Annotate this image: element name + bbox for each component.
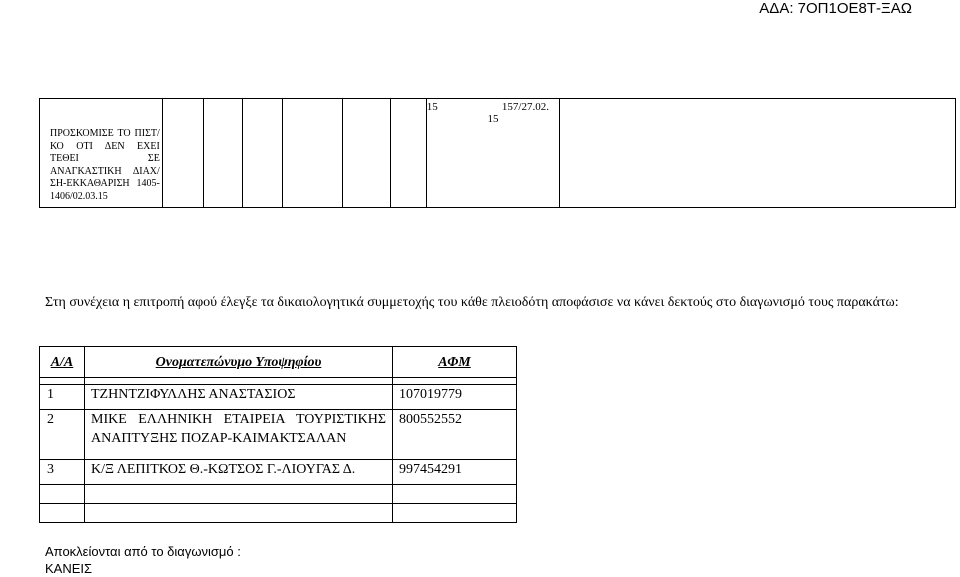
protocol-year: 15 — [487, 113, 499, 125]
empty-cell — [560, 99, 956, 208]
row-index: 1 — [40, 385, 85, 410]
table-row — [40, 459, 517, 484]
empty-cell — [162, 99, 203, 208]
row-index: 2 — [40, 410, 85, 459]
certificate-note: ΠΡΟΣΚΟΜΙΣΕ ΤΟ ΠΙΣΤ/ΚΟ ΟΤΙ ΔΕΝ ΕΧΕΙ ΤΕΘΕΙ ΣΕ ΑΝΑΓΚΑΣΤΙΚΗ ΔΙΑΧ/ΣΗ-ΕΚΚΑΘΑΡΙΣΗ 1405-1406/02.03.15 — [40, 99, 163, 208]
candidate-afm: 107019779 — [393, 385, 517, 410]
candidate-name: ΜΙΚΕ ΕΛΛΗΝΙΚΗ ΕΤΑΙΡΕΙΑ ΤΟΥΡΙΣΤΙΚΗΣ ΑΝΑΠΤΥΞΗΣ ΠΟΖΑΡ-ΚΑΙΜΑΚΤΣΑΛΑΝ — [85, 410, 393, 459]
empty-row — [40, 485, 517, 504]
ada-code: ΑΔΑ: 7ΟΠ1ΟΕ8Τ-ΞΑΩ — [759, 0, 912, 17]
previous-page-table — [39, 98, 956, 208]
candidates-table — [39, 346, 517, 523]
header-afm: ΑΦΜ — [393, 347, 517, 378]
table-row — [40, 385, 517, 410]
row-index: 3 — [40, 459, 85, 484]
exclusions-section — [45, 543, 241, 577]
header-name: Ονοματεπώνυμο Υποψηφίου — [85, 347, 393, 378]
candidate-name: ΤΖΗΝΤΖΙΦΥΛΛΗΣ ΑΝΑΣΤΑΣΙΟΣ — [85, 385, 393, 410]
exclusions-value: ΚΑΝΕΙΣ — [45, 561, 93, 576]
protocol-number: 157/27.02. — [501, 101, 549, 113]
candidate-afm: 800552552 — [393, 410, 517, 459]
empty-cell — [390, 99, 426, 208]
empty-cell — [343, 99, 391, 208]
empty-cell — [283, 99, 343, 208]
table-row — [40, 410, 517, 459]
exclusions-label: Αποκλείονται από το διαγωνισμό : — [45, 544, 241, 559]
empty-cell — [203, 99, 243, 208]
header-aa: Α/Α — [40, 347, 85, 378]
empty-cell — [243, 99, 283, 208]
candidate-afm: 997454291 — [393, 459, 517, 484]
protocol-cell — [426, 99, 559, 208]
empty-row — [40, 504, 517, 523]
decision-paragraph: Στη συνέχεια η επιτροπή αφού έλεγξε τα δικαιολογητικά συμμετοχής του κάθε πλειοδότη αποφάσισε να κάνει δεκτούς στο διαγωνισμό τους παρακάτω: — [45, 295, 899, 310]
candidate-name: Κ/Ξ ΛΕΠΙΤΚΟΣ Θ.-ΚΩΤΣΟΣ Γ.-ΛΙΟΥΓΑΣ Δ. — [85, 459, 393, 484]
protocol-count: 15 — [426, 101, 438, 113]
